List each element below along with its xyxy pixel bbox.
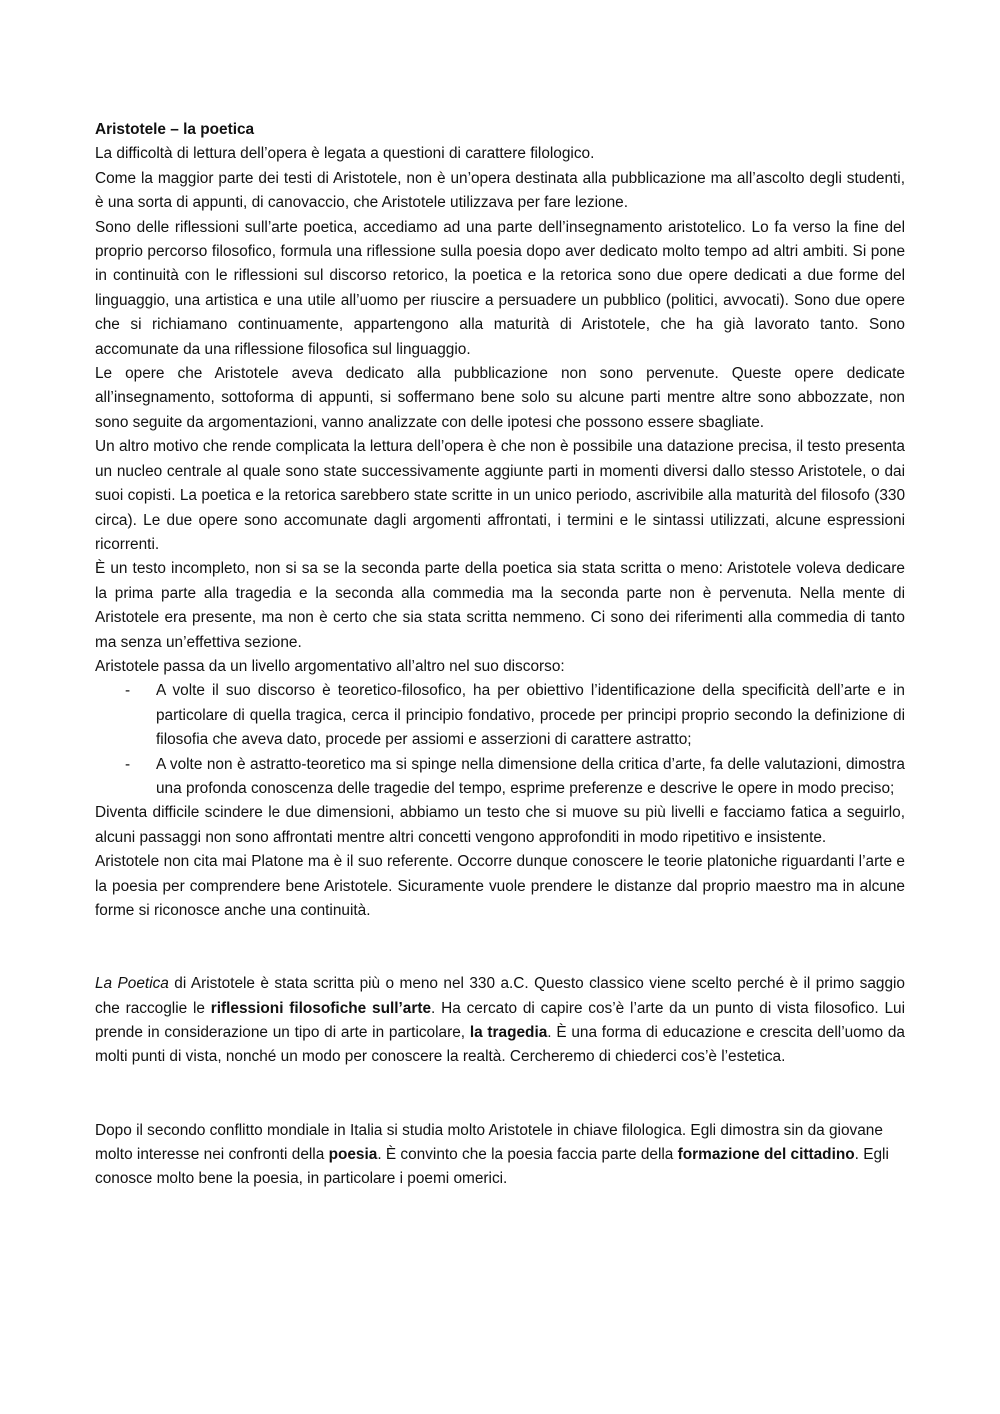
paragraph: Diventa difficile scindere le due dimensioni, abbiamo un testo che si muove su più livelli e facciamo fatica a seguirlo, alcuni passaggi non sono affrontati mentre altri concetti vengono approfonditi in modo ripetitivo e insistente. — [95, 804, 905, 846]
list-marker: - — [125, 682, 131, 700]
paragraph: La difficoltà di lettura dell’opera è legata a questioni di carattere filologico. — [95, 145, 595, 163]
section-2-paragraph: La Poetica di Aristotele è stata scritta più o meno nel 330 a.C. Questo classico viene scelto perché è il primo saggio che raccoglie le riflessioni filosofiche sull’arte. Ha cercato di capire cos’è l’arte da un punto di vista filosofico. Lui prende in considerazione un tipo di arte in particolare, la tragedia. È una forma di educazione e crescita dell’uomo da molti punti di vista, nonché un modo per conoscere la realtà. Cercheremo di chiederci cos’è l’estetica. — [95, 975, 905, 1066]
bullet-list — [95, 679, 905, 801]
list-item-text: A volte il suo discorso è teoretico-filosofico, ha per obiettivo l’identificazione della specificità dell’arte e in particolare di quella tragica, cerca il principio fondativo, procede per principi proprio secondo la definizione di filosofia che aveva dato, procede per assiomi e asserzioni di carattere astratto; — [156, 682, 905, 749]
paragraph: Le opere che Aristotele aveva dedicato alla pubblicazione non sono pervenute. Queste opere dedicate all’insegnamento, sottoforma di appunti, si soffermano bene solo su alcune parti mentre altre sono abbozzate, non sono seguite da argomentazioni, vanno analizzate con delle ipotesi che possono essere sbagliate. — [95, 365, 905, 431]
paragraph: Come la maggior parte dei testi di Aristotele, non è un’opera destinata alla pubblicazione ma all’ascolto degli studenti, è una sorta di appunti, di canovaccio, che Aristotele utilizzava per fare lezione. — [95, 169, 905, 212]
list-marker: - — [125, 755, 131, 773]
paragraph: Aristotele non cita mai Platone ma è il suo referente. Occorre dunque conoscere le teorie platoniche riguardanti l’arte e la poesia per comprendere bene Aristotele. Sicuramente vuole prendere le distanze dal proprio maestro ma in alcune forme si riconosce anche una continuità. — [95, 853, 905, 919]
bold-phrase: la tragedia — [469, 1024, 548, 1042]
italic-book-title: La Poetica — [95, 975, 169, 993]
list-item — [125, 679, 905, 752]
paragraph: Aristotele passa da un livello argomentativo all’altro nel suo discorso: — [95, 657, 565, 675]
spacer — [95, 923, 905, 972]
bold-phrase: poesia — [328, 1146, 378, 1164]
section-3-paragraph: Dopo il secondo conflitto mondiale in Italia si studia molto Aristotele in chiave filologica. Egli dimostra sin da giovane molto interesse nei confronti della poesia. È convinto che la poesia faccia parte della formazione del cittadino. Egli conosce molto bene la poesia, in particolare i poemi omerici. — [95, 1121, 889, 1188]
paragraph: È un testo incompleto, non si sa se la seconda parte della poetica sia stata scritta o meno: Aristotele voleva dedicare la prima parte alla tragedia e la seconda alla commedia ma la seconda parte non è pervenuta. Nella mente di Aristotele era presente, ma non è certo che sia stata scritta nemmeno. Ci sono dei riferimenti alla commedia di tanto ma senza un’effettiva sezione. — [95, 560, 905, 651]
bold-phrase: formazione del cittadino — [677, 1146, 855, 1164]
document-page — [95, 118, 905, 1192]
paragraph: Un altro motivo che rende complicata la lettura dell’opera è che non è possibile una datazione precisa, il testo presenta un nucleo centrale al quale sono state successivamente aggiunte parti in momenti diversi dallo stesso Aristotele, o dai suoi copisti. La poetica e la retorica sarebbero state scritte in un unico periodo, ascrivibile alla maturità del filosofo (330 circa). Le due opere sono accomunate dagli argomenti affrontati, i termini e le sintassi utilizzati, alcune espressioni ricorrenti. — [95, 438, 905, 553]
paragraph: Sono delle riflessioni sull’arte poetica, accediamo ad una parte dell’insegnamento aristotelico. Lo fa verso la fine del proprio percorso filosofico, formula una riflessione sulla poesia dopo aver dedicato molto tempo ad altri ambiti. Si pone in continuità con le riflessioni sul discorso retorico, la poetica e la retorica sono due opere dedicati a due forme del linguaggio, una artistica e una utile all’uomo per riuscire a persuadere un pubblico (politici, avvocati). Sono due opere che si richiamano continuamente, appartengono alla maturità di Aristotele, che ha già lavorato tanto. Sono accomunate da una riflessione filosofica sul linguaggio. — [95, 218, 905, 358]
document-title: Aristotele – la poetica — [95, 121, 255, 138]
list-item — [125, 753, 905, 802]
list-item-text: A volte non è astratto-teoretico ma si spinge nella dimensione della critica d’arte, fa delle valutazioni, dimostra una profonda conoscenza delle tragedie del tempo, esprime preferenze e descrive le opere in modo preciso; — [156, 755, 905, 797]
spacer — [95, 1070, 905, 1119]
bold-phrase: riflessioni filosofiche sull’arte — [210, 999, 432, 1017]
